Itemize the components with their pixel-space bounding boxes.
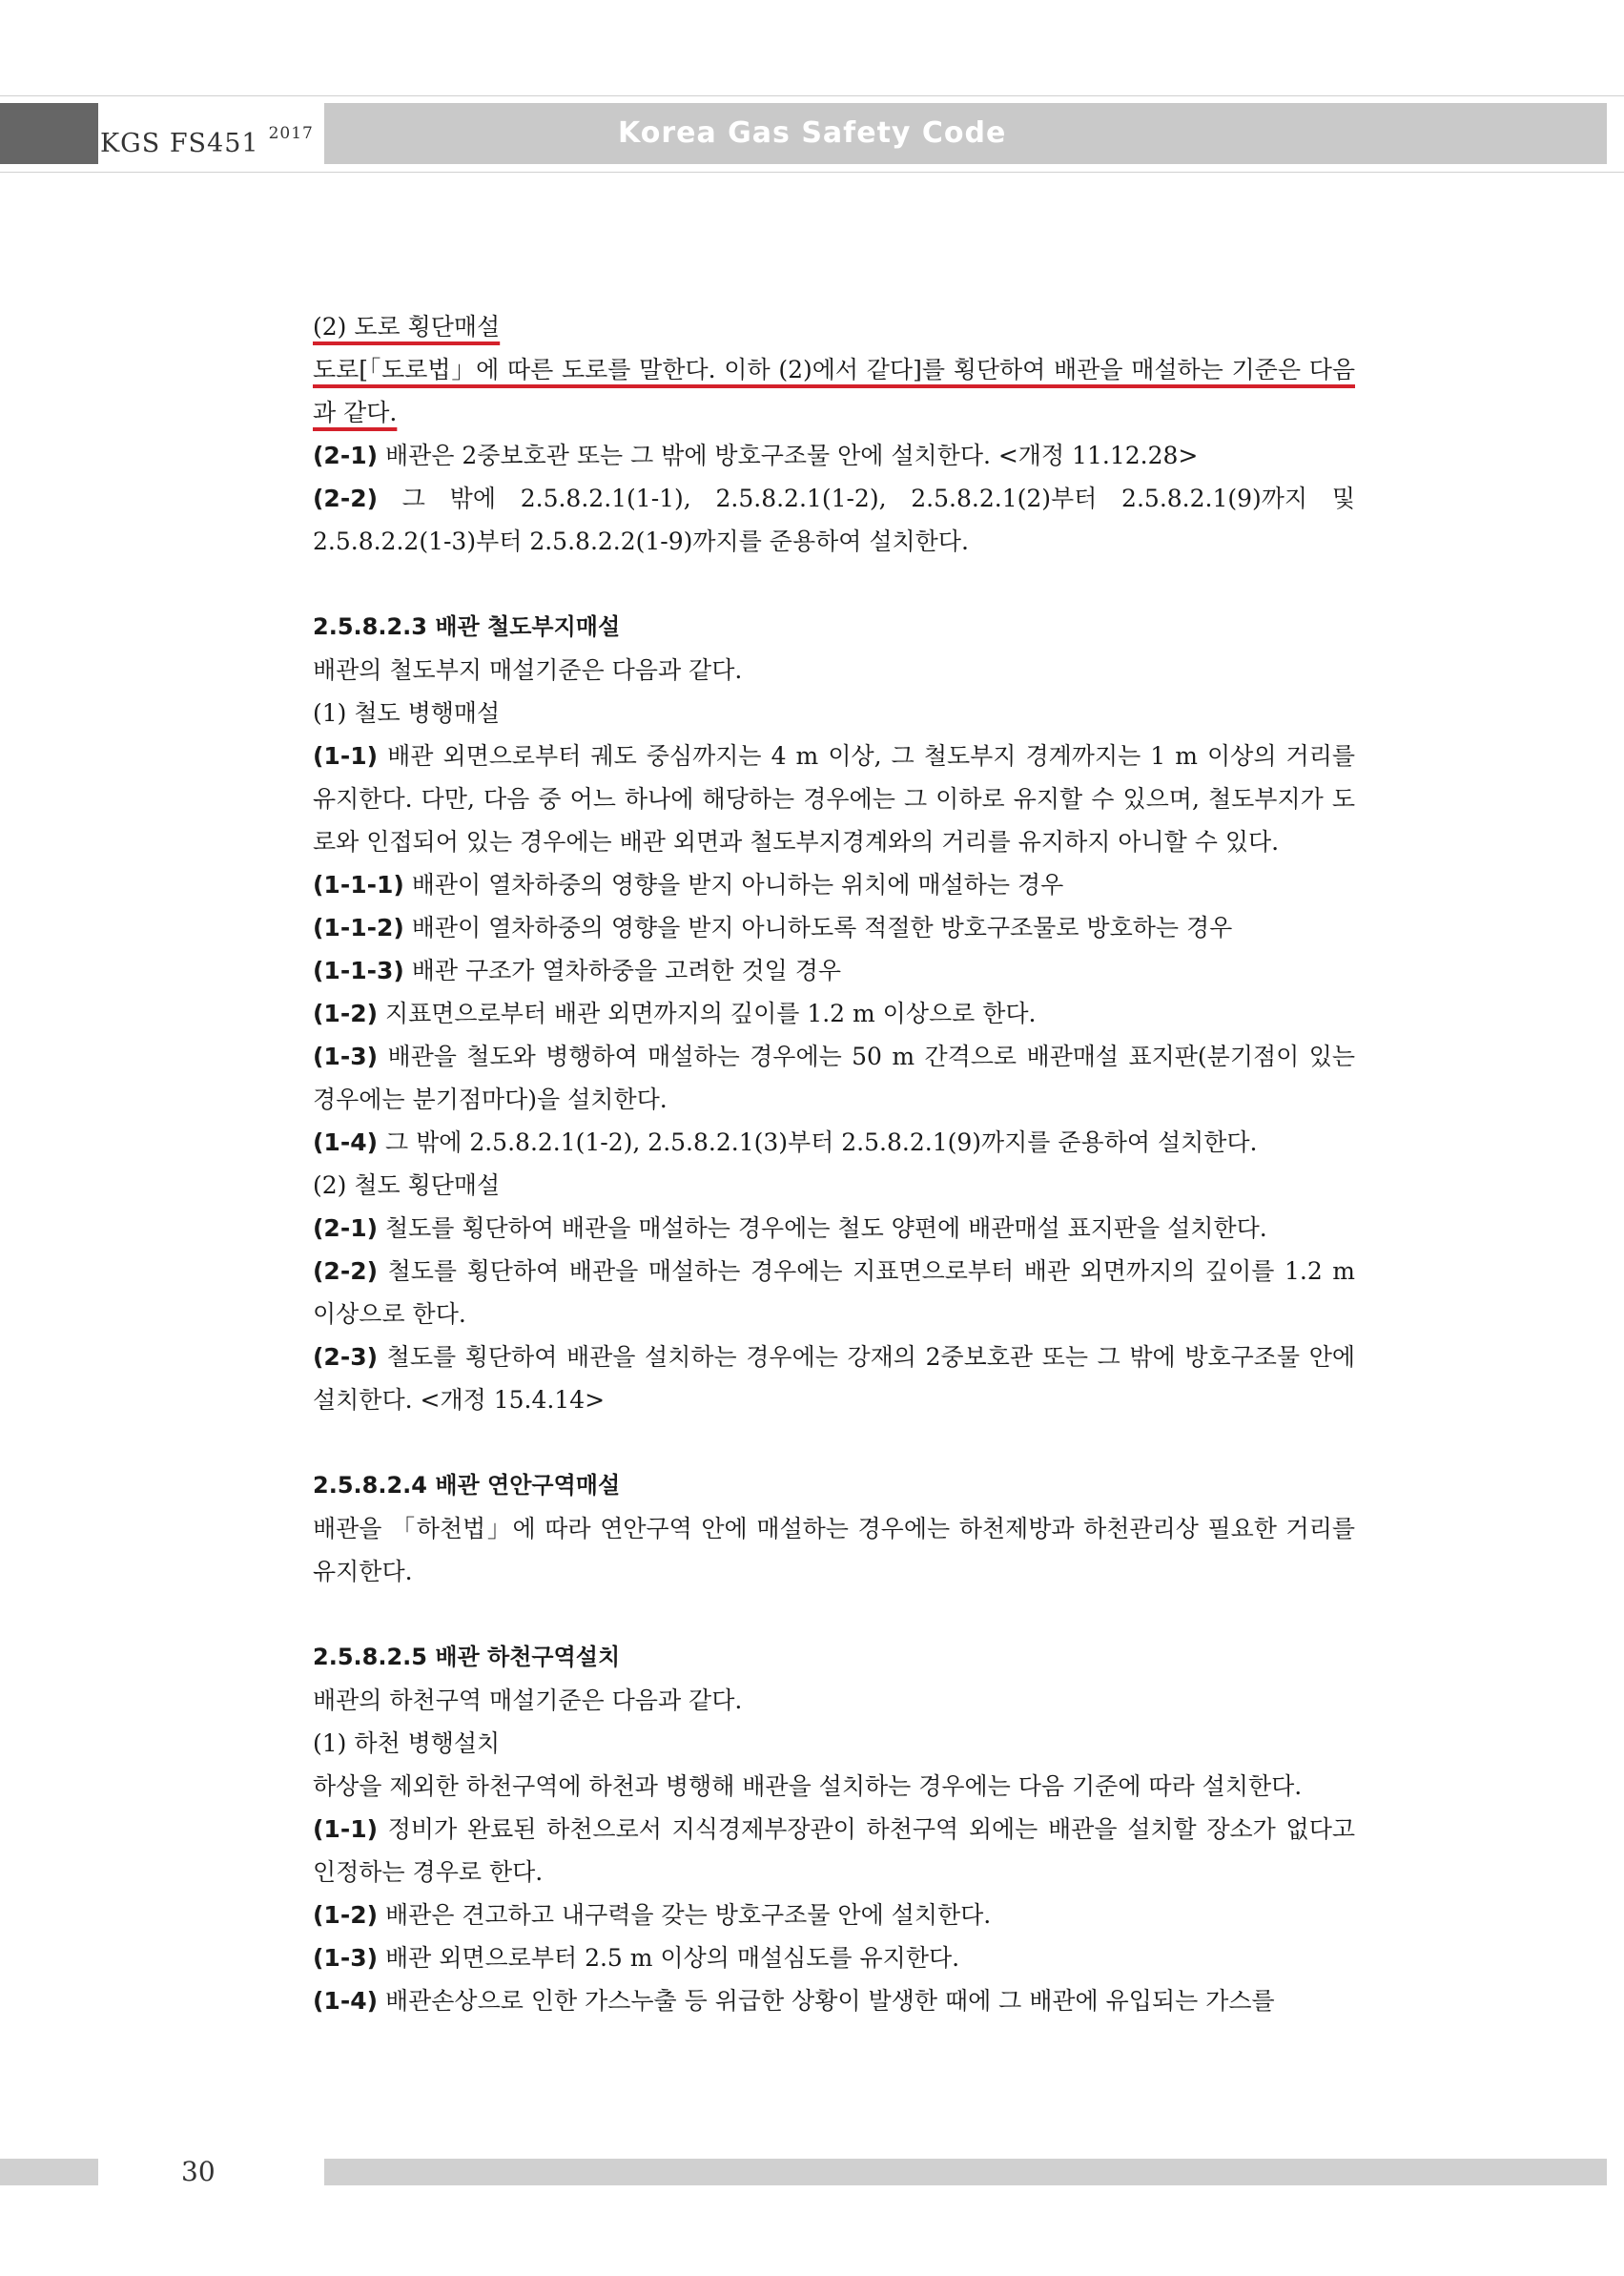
- rail-item: [313, 735, 1355, 863]
- item-number: (1-1-3): [313, 957, 404, 984]
- rail-item: [313, 1250, 1355, 1335]
- item-number: (1-1): [313, 1815, 379, 1843]
- road-title: [313, 305, 1355, 348]
- item-text: 배관이 열차하중의 영향을 받지 아니하는 위치에 매설하는 경우: [411, 871, 1064, 899]
- rail-heading: 2.5.8.2.3 배관 철도부지매설: [313, 613, 621, 640]
- item-text: 그 밖에 2.5.8.2.1(1-1), 2.5.8.2.1(1-2), 2.5.8.2.1(2)부터 2.5.8.2.1(9)까지 및 2.5.8.2.2(1-3)부터 2.5.8.2.2(1-9)까지를 준용하여 설치한다.: [313, 485, 1355, 555]
- river-item: [313, 1893, 1355, 1936]
- rail-item: [313, 992, 1355, 1035]
- item-number: (2-2): [313, 485, 379, 512]
- river-item: [313, 1979, 1355, 2022]
- item-number: (1-1): [313, 742, 379, 770]
- rail-item: [313, 1335, 1355, 1421]
- item-text: 철도를 횡단하여 배관을 매설하는 경우에는 지표면으로부터 배관 외면까지의 깊이를 1.2 m 이상으로 한다.: [313, 1257, 1356, 1328]
- item-text: 배관이 열차하중의 영향을 받지 아니하도록 적절한 방호구조물로 방호하는 경우: [411, 914, 1233, 941]
- header-code-text: KGS FS451: [100, 129, 259, 158]
- river-item: [313, 1936, 1355, 1979]
- shore-text: 배관을 「하천법」에 따라 연안구역 안에 매설하는 경우에는 하천제방과 하천관리상 필요한 거리를 유지한다.: [313, 1515, 1355, 1585]
- road-item: [313, 477, 1355, 563]
- rail-sub1-title: (1) 철도 병행매설: [313, 699, 501, 727]
- item-number: (2-3): [313, 1343, 379, 1371]
- header-top-rule: [0, 95, 1624, 96]
- document-body: [313, 305, 1355, 2022]
- rail-sub2-title: (2) 철도 횡단매설: [313, 1171, 501, 1199]
- item-text: 배관을 철도와 병행하여 매설하는 경우에는 50 m 간격으로 배관매설 표지판(분기점이 있는 경우에는 분기점마다)을 설치한다.: [313, 1043, 1355, 1113]
- item-number: (2-2): [313, 1257, 379, 1285]
- rail-item: [313, 1121, 1355, 1164]
- item-number: (1-4): [313, 1987, 379, 2015]
- item-text: 그 밖에 2.5.8.2.1(1-2), 2.5.8.2.1(3)부터 2.5.8.2.1(9)까지를 준용하여 설치한다.: [384, 1128, 1258, 1156]
- header-title: Korea Gas Safety Code: [618, 116, 1007, 150]
- spacer: [313, 563, 1355, 606]
- rail-intro: 배관의 철도부지 매설기준은 다음과 같다.: [313, 656, 743, 684]
- item-text: 배관은 견고하고 내구력을 갖는 방호구조물 안에 설치한다.: [384, 1901, 992, 1929]
- item-number: (1-2): [313, 1000, 379, 1027]
- item-number: (1-3): [313, 1944, 379, 1972]
- footer-left-bar: [0, 2159, 98, 2185]
- road-intro-text: 도로[「도로법」에 따른 도로를 말한다. 이하 (2)에서 같다]를 횡단하여 배관을 매설하는 기준은 다음과 같다.: [313, 356, 1355, 426]
- item-text: 배관 구조가 열차하중을 고려한 것일 경우: [411, 957, 842, 984]
- item-number: (2-1): [313, 1214, 379, 1242]
- page-number: 30: [181, 2156, 216, 2187]
- road-item: [313, 434, 1355, 477]
- item-number: (1-1-2): [313, 914, 404, 941]
- rail-item: [313, 949, 1355, 992]
- footer-right-bar: [324, 2159, 1607, 2185]
- spacer: [313, 1593, 1355, 1636]
- river-intro: 배관의 하천구역 매설기준은 다음과 같다.: [313, 1686, 743, 1714]
- header-year: 2017: [268, 124, 314, 143]
- item-text: 배관 외면으로부터 궤도 중심까지는 4 m 이상, 그 철도부지 경계까지는 1 m 이상의 거리를 유지한다. 다만, 다음 중 어느 하나에 해당하는 경우에는 그 이하로 유지할 수 있으며, 철도부지가 도로와 인접되어 있는 경우에는 배관 외면과 철도부지경계와의 거리를 유지하지 아니할 수 있다.: [313, 742, 1355, 856]
- shore-heading: 2.5.8.2.4 배관 연안구역매설: [313, 1472, 621, 1499]
- item-text: 배관은 2중보호관 또는 그 밖에 방호구조물 안에 설치한다. <개정 11.12.28>: [384, 442, 1199, 469]
- item-text: 정비가 완료된 하천으로서 지식경제부장관이 하천구역 외에는 배관을 설치할 장소가 없다고 인정하는 경우로 한다.: [313, 1815, 1355, 1886]
- road-intro: [313, 348, 1355, 434]
- header-bottom-rule: [0, 172, 1624, 173]
- item-number: (2-1): [313, 442, 379, 469]
- item-text: 철도를 횡단하여 배관을 설치하는 경우에는 강재의 2중보호관 또는 그 밖에 방호구조물 안에 설치한다. <개정 15.4.14>: [313, 1343, 1356, 1414]
- item-number: (1-1-1): [313, 871, 404, 899]
- item-text: 배관 외면으로부터 2.5 m 이상의 매설심도를 유지한다.: [384, 1944, 960, 1972]
- rail-item: [313, 863, 1355, 906]
- item-text: 철도를 횡단하여 배관을 매설하는 경우에는 철도 양편에 배관매설 표지판을 설치한다.: [384, 1214, 1267, 1242]
- river-sub1-title: (1) 하천 병행설치: [313, 1729, 501, 1757]
- header-left-block: [0, 103, 98, 164]
- spacer: [313, 1421, 1355, 1464]
- item-number: (1-3): [313, 1043, 379, 1070]
- item-text: 배관손상으로 인한 가스누출 등 위급한 상황이 발생한 때에 그 배관에 유입되는 가스를: [384, 1987, 1275, 2015]
- item-number: (1-4): [313, 1128, 379, 1156]
- rail-item: [313, 906, 1355, 949]
- rail-item: [313, 1207, 1355, 1250]
- road-title-text: (2) 도로 횡단매설: [313, 313, 501, 341]
- header-code: [100, 103, 314, 164]
- rail-item: [313, 1035, 1355, 1121]
- river-sub1-intro: 하상을 제외한 하천구역에 하천과 병행해 배관을 설치하는 경우에는 다음 기준에 따라 설치한다.: [313, 1772, 1303, 1800]
- item-text: 지표면으로부터 배관 외면까지의 깊이를 1.2 m 이상으로 한다.: [384, 1000, 1037, 1027]
- river-item: [313, 1808, 1355, 1893]
- item-number: (1-2): [313, 1901, 379, 1929]
- river-heading: 2.5.8.2.5 배관 하천구역설치: [313, 1644, 621, 1670]
